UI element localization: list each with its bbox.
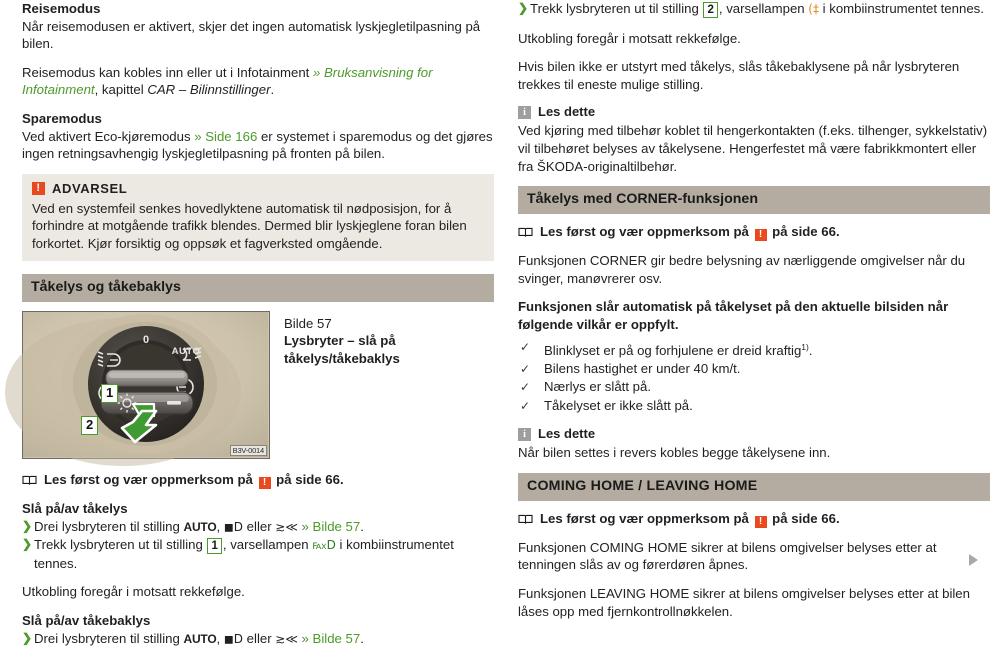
warning-inline-icon: ! — [259, 477, 271, 489]
takelys-step-2 — [22, 536, 494, 572]
xref-ch-post: på side 66. — [768, 510, 840, 526]
check-icon: ✓ — [520, 339, 531, 354]
takelys-toggle-heading: Slå på/av tåkelys — [22, 500, 128, 516]
footnote-marker: 1) — [801, 341, 809, 352]
step1-mid2: eller — [243, 518, 276, 534]
section-heading-cominghome: COMING HOME / LEAVING HOME — [518, 473, 990, 501]
xref-line-cominghome[interactable] — [518, 510, 990, 528]
rear-fog-light-symbol-icon: (‡ — [808, 2, 819, 16]
reisemodus-chapter-ref: CAR – Bilinnstillinger — [147, 82, 271, 98]
step2-post: i kombiinstrumentet tennes. — [34, 537, 454, 571]
reisemodus-para2-pre: Reisemodus kan kobles inn eller ut i Infotainment — [22, 64, 314, 80]
sparemodus-pre: Ved aktivert Eco-kjøremodus — [22, 128, 195, 144]
book-icon — [518, 512, 533, 530]
condition-text: Blinklyset er på og forhjulene er dreid kraftig — [544, 342, 802, 358]
cont-step-mid: , varsellampen — [718, 1, 809, 16]
takelys-steps — [22, 518, 494, 573]
xref-text — [44, 471, 344, 489]
cont-step-pre: Trekk lysbryteren ut til stilling — [530, 1, 703, 16]
list-item — [518, 397, 990, 415]
cont-step-post: i kombiinstrumentet tennes. — [818, 1, 984, 16]
xref-ch-pre: Les først og vær oppmerksom på — [540, 510, 753, 526]
utkobling-paragraph: Utkobling foregår i motsatt rekkefølge. — [518, 30, 741, 46]
arrow-bullet-icon: ❯ — [22, 537, 33, 552]
xref-cominghome-text — [540, 510, 840, 528]
cominghome-para-2: Funksjonen LEAVING HOME sikrer at bilens omgivelser belyses etter at bilen låses opp med fjernkontrollnøkkelen. — [518, 585, 970, 619]
reisemodus-body: Når reisemodusen er aktivert, skjer det ingen automatisk lyskjegletilpasning på bilen. — [22, 18, 481, 52]
corner-conditions-heading: Funksjonen slår automatisk på tåkelyset på den aktuelle bilsiden når følgende vilkår er oppfylt. — [518, 299, 949, 332]
figure-caption — [270, 311, 494, 459]
tb-step1-mid: , — [216, 630, 224, 646]
takelys-step-1 — [22, 518, 494, 537]
figure-number: Bilde 57 — [284, 315, 332, 331]
arrow-bullet-icon: ❯ — [22, 518, 33, 533]
figure-title: Lysbryter – slå på tåkelys/tåkebaklys — [284, 333, 400, 366]
step1-end: . — [360, 518, 364, 534]
svg-text:0: 0 — [142, 333, 150, 346]
warning-box — [22, 174, 494, 261]
xref-pre: Les først og vær oppmerksom på — [44, 471, 257, 487]
info-icon: i — [518, 428, 531, 441]
note-1-title-row — [518, 104, 990, 120]
book-icon — [518, 225, 533, 243]
list-item — [518, 378, 990, 396]
list-item — [518, 360, 990, 378]
figure-callout-2: 2 — [81, 416, 98, 435]
warning-inline-icon: ! — [755, 229, 767, 241]
reisemodus-para2-end: . — [270, 82, 275, 98]
arrow-bullet-icon: ❯ — [22, 630, 33, 645]
step1-pre: Drei lysbryteren til stilling — [34, 518, 184, 534]
step2-mid: , varsellampen — [222, 537, 313, 553]
info-icon: i — [518, 106, 531, 119]
tb-step1-auto-label: AUTO — [183, 631, 217, 646]
corner-conditions-list — [518, 338, 990, 416]
xref-line-left[interactable] — [22, 471, 494, 489]
step1-mid: , — [216, 518, 224, 534]
warning-exclamation-icon: ! — [32, 182, 45, 195]
front-fog-light-symbol-icon: ℻D — [312, 538, 336, 553]
xref-corner-text — [540, 223, 840, 241]
figure-57 — [22, 311, 494, 459]
condition-text: Tåkelyset er ikke slått på. — [544, 397, 693, 413]
tb-step1-figure-link[interactable]: » Bilde 57 — [297, 630, 361, 646]
takelys-utkobling: Utkobling foregår i motsatt rekkefølge. — [22, 584, 245, 600]
step2-callout-number: 1 — [207, 538, 221, 554]
step1-figure-link[interactable]: » Bilde 57 — [297, 518, 361, 534]
reisemodus-heading: Reisemodus — [22, 1, 101, 16]
note-2-body: Når bilen settes i revers kobles begge tåkelysene inn. — [518, 445, 831, 461]
takebaklys-steps-continued — [518, 0, 990, 19]
light-switch-illustration — [23, 312, 268, 457]
sparemodus-heading: Sparemodus — [22, 110, 102, 126]
reisemodus-manual-ref[interactable]: » Bruksanvisning for Infotainment — [22, 64, 433, 98]
sparemodus-page-link[interactable]: » Side 166 — [194, 128, 258, 144]
check-icon: ✓ — [520, 380, 531, 395]
takebaklys-steps — [22, 630, 494, 649]
low-beam-symbol-icon: ≳≪ — [275, 519, 298, 534]
condition-text: Bilens hastighet er under 40 km/t. — [544, 360, 741, 376]
warning-inline-icon: ! — [755, 516, 767, 528]
condition-period: . — [808, 342, 813, 358]
xref-post: på side 66. — [272, 471, 344, 487]
book-icon — [22, 473, 37, 491]
cont-step-callout-number: 2 — [703, 2, 717, 18]
sparemodus-post: er systemet i sparemodus og det gjøres ingen retningsavhengig lyskjegletilpasning på fronten på bilen. — [22, 128, 493, 162]
check-icon: ✓ — [520, 398, 531, 413]
tb-step1-pre: Drei lysbryteren til stilling — [34, 630, 184, 646]
note-1-body: Ved kjøring med tilbehør koblet til hengerkontakten (f.eks. tilhenger, sykkelstativ) vil tilbehøret belyses av tåkelysene. Hengerfestet må være fabrikkmontert eller fra ŠKODA-originaltilbehør. — [518, 123, 988, 174]
figure-image-code: B3V-0014 — [230, 445, 267, 456]
hvis-bilen-paragraph: Hvis bilen ikke er utstyrt med tåkelys, slås tåkebaklysene på når lysbryteren trekkes til eneste mulige stilling. — [518, 59, 960, 92]
note-1-title: Les dette — [538, 104, 596, 120]
reisemodus-para2-mid: , kapittel — [94, 82, 148, 98]
xref-line-corner[interactable] — [518, 223, 990, 241]
light-switch-photo — [22, 311, 270, 459]
xref-corner-pre: Les først og vær oppmerksom på — [540, 224, 753, 240]
section-heading-corner: Tåkelys med CORNER-funksjonen — [518, 186, 990, 214]
figure-callout-1: 1 — [101, 384, 118, 403]
takebaklys-step-1 — [22, 630, 494, 649]
corner-body: Funksjonen CORNER gir bedre belysning av nærliggende omgivelser når du svinger, manøvrerer osv. — [518, 253, 966, 286]
step2-pre: Trekk lysbryteren ut til stilling — [34, 537, 207, 553]
tb-step1-mid2: eller — [243, 630, 276, 646]
warning-title-row — [32, 181, 484, 197]
condition-text: Nærlys er slått på. — [544, 379, 651, 395]
left-column — [22, 0, 494, 659]
cominghome-para-1: Funksjonen COMING HOME sikrer at bilens omgivelser belyses etter at tenningen slås av og førerdøren åpnes. — [518, 539, 937, 573]
tb-step1-end: . — [360, 630, 364, 646]
warning-title: ADVARSEL — [52, 180, 128, 196]
section-heading-takelys: Tåkelys og tåkebaklys — [22, 274, 494, 302]
note-2-title: Les dette — [538, 426, 596, 442]
xref-corner-post: på side 66. — [768, 224, 840, 240]
takebaklys-step-2 — [518, 0, 990, 19]
parking-light-symbol-icon: ◼D — [223, 631, 244, 646]
continuation-triangle-icon — [969, 554, 978, 566]
right-column — [518, 0, 990, 631]
step1-auto-label: AUTO — [183, 519, 217, 534]
reisemodus-infotainment-para — [22, 64, 494, 99]
arrow-bullet-icon: ❯ — [518, 1, 529, 15]
svg-text:AUTO: AUTO — [171, 345, 201, 357]
warning-body: Ved en systemfeil senkes hovedlyktene automatisk til nødposisjon, for å forhindre at motgående trafikk blendes. Dermed blir lyskjeglene foran bilen forkortet. Kjør forsiktig og oppsøk et fagverksted omgående. — [32, 200, 467, 251]
check-icon: ✓ — [520, 361, 531, 376]
note-2-title-row — [518, 426, 990, 442]
list-item — [518, 338, 990, 360]
low-beam-symbol-icon: ≳≪ — [275, 631, 298, 646]
takebaklys-toggle-heading: Slå på/av tåkebaklys — [22, 612, 151, 628]
parking-light-symbol-icon: ◼D — [223, 519, 244, 534]
sparemodus-body — [22, 128, 494, 163]
